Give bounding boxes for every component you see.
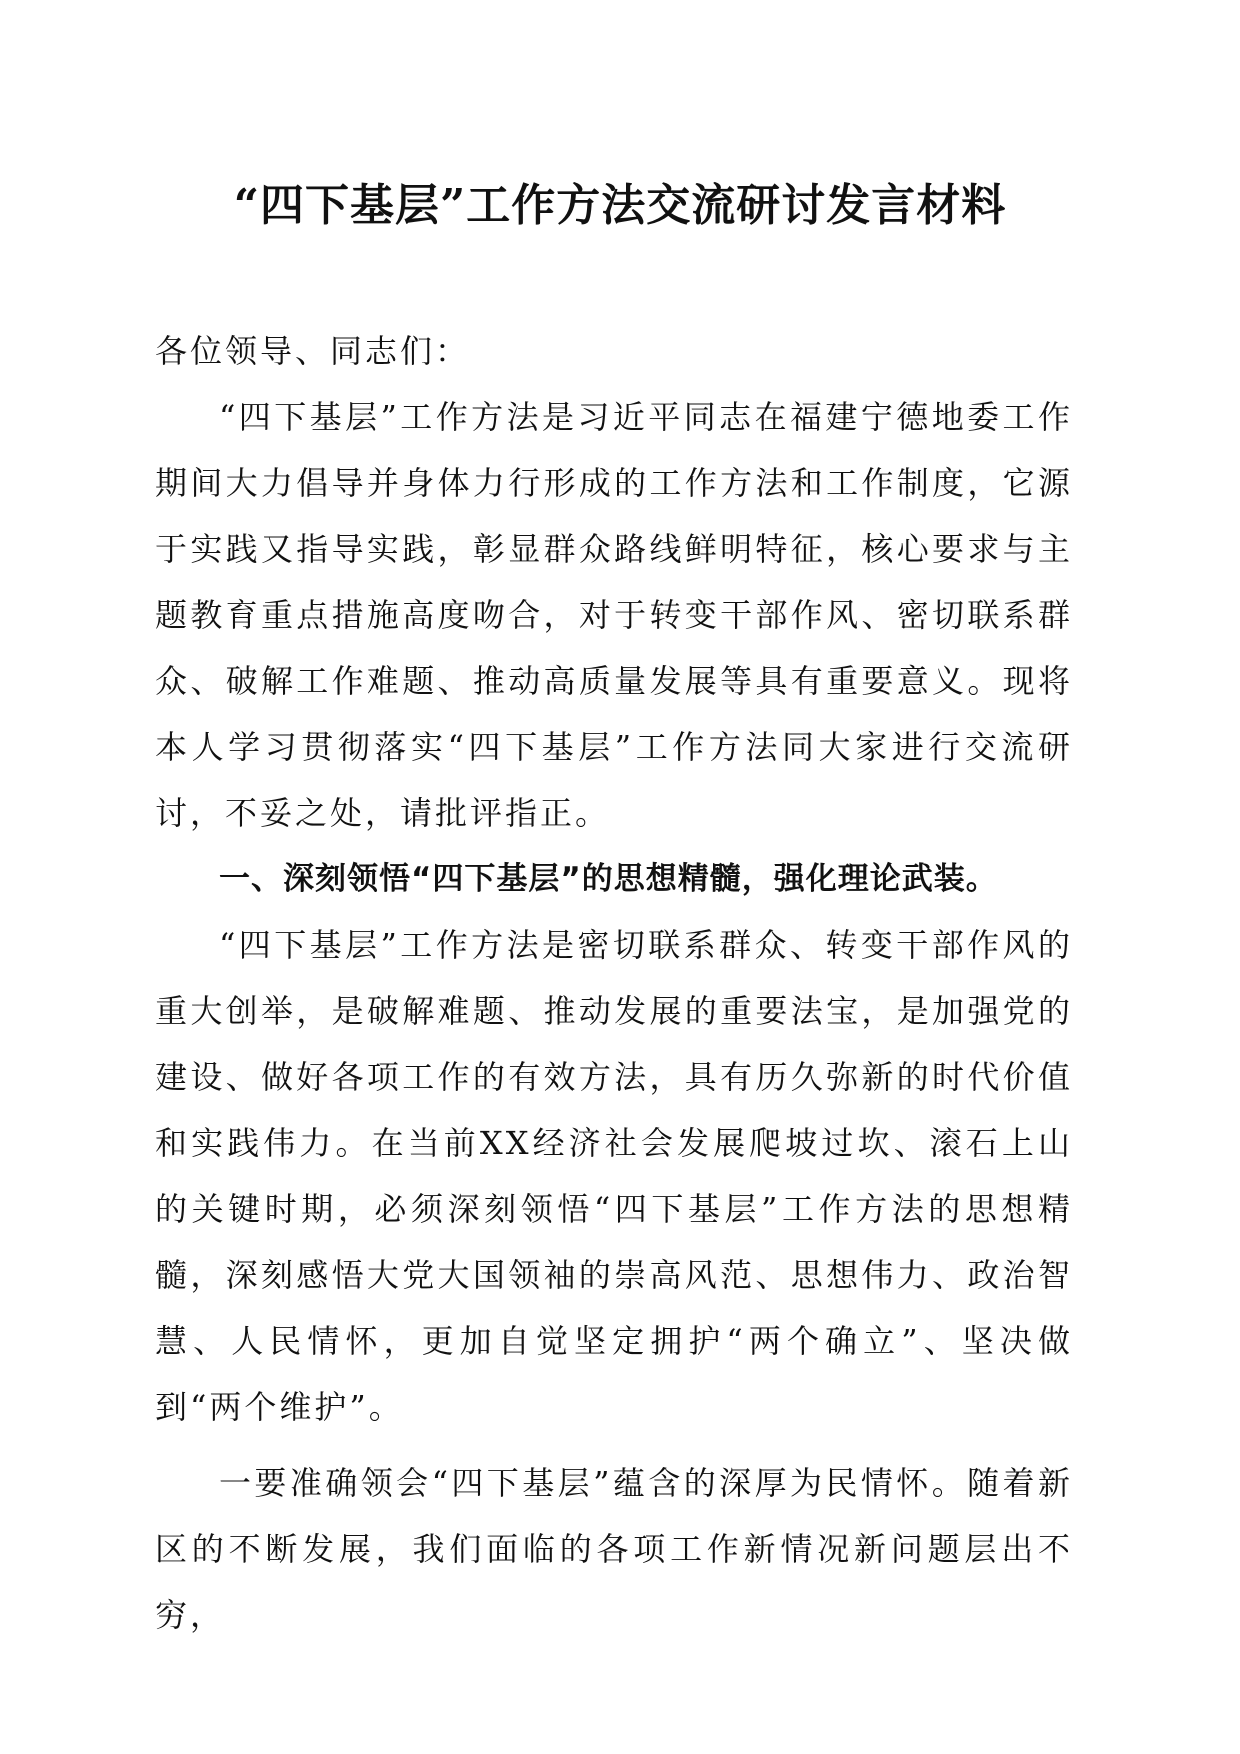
- document-title: “四下基层”工作方法交流研讨发言材料: [233, 180, 1007, 231]
- section-paragraph: 一要准确领会“四下基层”蕴含的深厚为民情怀。随着新区的不断发展，我们面临的各项工作新情况新问题层出不穷，: [155, 1464, 1073, 1634]
- section-paragraph: “四下基层”工作方法是密切联系群众、转变干部作风的重大创举，是破解难题、推动发展的重要法宝，是加强党的建设、做好各项工作的有效方法，具有历久弥新的时代价值和实践伟力。在当前XX经济社会发展爬坡过坎、滚石上山的关键时期，必须深刻领悟“四下基层”工作方法的思想精髓，深刻感悟大党大国领袖的崇高风范、思想伟力、政治智慧、人民情怀，更加自觉坚定拥护“两个确立”、坚决做到“两个维护”。: [155, 926, 1073, 1426]
- document-body: [155, 318, 1073, 1648]
- section-heading: 一、深刻领悟“四下基层”的思想精髓，强化理论武装。: [219, 861, 998, 897]
- salutation: 各位领导、同志们：: [155, 332, 471, 370]
- intro-paragraph: “四下基层”工作方法是习近平同志在福建宁德地委工作期间大力倡导并身体力行形成的工作方法和工作制度，它源于实践又指导实践，彰显群众路线鲜明特征，核心要求与主题教育重点措施高度吻合，对于转变干部作风、密切联系群众、破解工作难题、推动高质量发展等具有重要意义。现将本人学习贯彻落实“四下基层”工作方法同大家进行交流研讨，不妥之处，请批评指正。: [155, 398, 1073, 832]
